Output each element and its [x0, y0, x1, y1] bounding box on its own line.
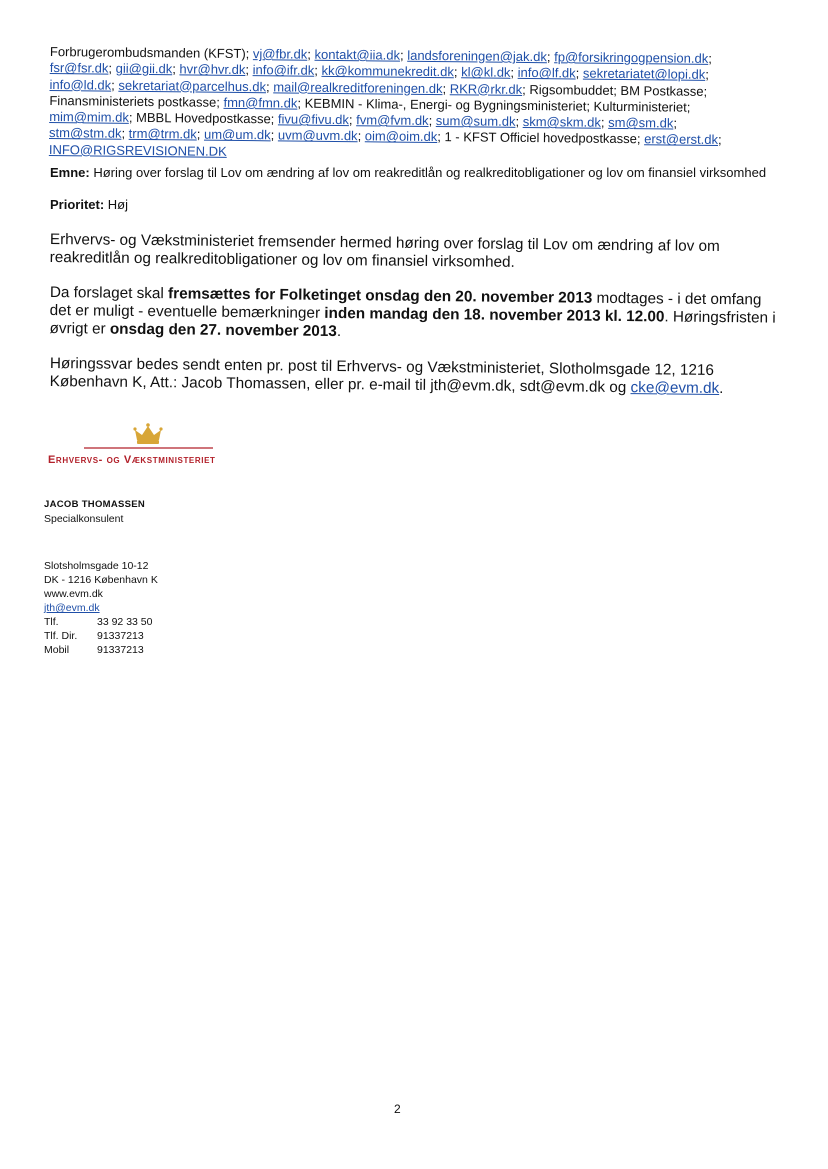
recipient-email-link[interactable]: info@lf.dk [517, 65, 576, 81]
subject-text: Høring over forslag til Lov om ændring af lov om reakreditlån og realkreditobligationer og lov om finansiel virksomhed [89, 165, 767, 180]
recipient-email-link[interactable]: INFO@RIGSREVISIONEN.DK [48, 141, 227, 159]
signature-name: JACOB THOMASSEN [44, 499, 146, 510]
body-paragraph-1: Erhvervs- og Vækstministeriet fremsender hermed høring over forslag til Lov om ændring af lov om reakreditlån og realkreditobligationer og lov om finansiel virksomhed. [49, 231, 720, 271]
recipient-email-link[interactable]: kl@kl.dk [461, 64, 511, 81]
recipient-text: Finansministeriets postkasse; [49, 92, 224, 110]
body-emphasis: inden mandag den 18. november 2013 kl. 12.00 [324, 304, 665, 326]
phone-label: Mobil [44, 644, 70, 656]
phone-row-2 [44, 629, 158, 643]
priority-line [50, 197, 770, 212]
body-paragraph-3-text: Høringssvar bedes sendt enten pr. post til Erhvervs- og Vækstministeriet, Slotholmsgade 12, 1216 København K, Att.: Jacob Thomassen, eller pr. e-mail til jth@evm.dk, sdt@evm.dk og [49, 355, 715, 397]
recipient-email-link[interactable]: mim@mim.dk [49, 109, 129, 126]
recipient-text: ; [575, 65, 584, 81]
recipient-email-link[interactable]: fivu@fivu.dk [277, 111, 350, 128]
signature-address-1: Slotsholmsgade 10-12 [44, 560, 149, 572]
recipient-text: ; [245, 62, 253, 78]
phone-row-1 [44, 615, 158, 629]
body-emphasis: onsdag den 27. november 2013 [109, 320, 337, 341]
signature-email-link[interactable]: jth@evm.dk [44, 602, 100, 614]
signature-address-2: DK - 1216 København K [44, 574, 158, 586]
recipient-email-link[interactable]: RKR@rkr.dk [449, 80, 523, 97]
recipient-text: ; 1 - KFST Officiel hovedpostkasse; [437, 129, 645, 147]
recipient-text: ; [348, 112, 357, 128]
signature-contact [44, 559, 158, 657]
body-text: . [336, 323, 342, 341]
phone-value: 91337213 [97, 630, 144, 642]
recipient-email-link[interactable]: uvm@uvm.dk [277, 127, 358, 144]
recipient-email-link[interactable]: stm@stm.dk [48, 125, 122, 142]
phone-label: Tlf. Dir. [44, 630, 78, 642]
recipient-text: ; [600, 114, 609, 131]
recipient-text: ; [705, 67, 709, 83]
recipient-text: ; [196, 127, 205, 143]
recipient-text: ; [453, 64, 462, 80]
recipient-text: ; [442, 80, 450, 96]
recipient-text: ; [717, 132, 722, 148]
recipient-text: ; [510, 65, 518, 81]
recipient-email-link[interactable]: fvm@fvm.dk [356, 112, 429, 129]
body-text: modtages - i det omfang det er muligt - eventuelle bemærkninger [49, 289, 762, 322]
recipient-text: ; [111, 77, 119, 93]
recipient-email-link[interactable]: sekretariatet@lopi.dk [582, 65, 706, 83]
ministry-logo-text: Erhvervs- og Vækstministeriet [48, 454, 216, 466]
recipient-email-link[interactable]: skm@skm.dk [522, 114, 602, 130]
recipient-email-link[interactable]: vj@fbr.dk [252, 46, 308, 62]
recipient-text: ; [708, 50, 712, 66]
recipient-text: ; [357, 128, 365, 144]
recipient-text: ; [673, 115, 678, 131]
priority-text: Høj [104, 197, 129, 212]
recipient-email-link[interactable]: erst@erst.dk [644, 131, 719, 148]
recipient-email-link[interactable]: sm@sm.dk [608, 115, 674, 131]
recipient-text: ; KEBMIN - Klima-, Energi- og Bygningsministeriet; Kulturministeriet; [297, 95, 691, 115]
body-emphasis: fremsættes for Folketinget onsdag den 20. november 2013 [168, 285, 593, 307]
recipient-email-link[interactable]: fsr@fsr.dk [49, 60, 109, 76]
priority-label: Prioritet: [50, 197, 105, 212]
signature-web: www.evm.dk [44, 588, 103, 600]
phone-label: Tlf. [44, 616, 59, 628]
recipient-email-link[interactable]: um@um.dk [203, 127, 271, 143]
body-text: Da forslaget skal [49, 284, 169, 303]
recipient-email-link[interactable]: info@ld.dk [49, 76, 112, 93]
recipient-list [49, 44, 770, 166]
body-text: . Høringsfristen i øvrigt er [49, 308, 776, 338]
recipient-email-link[interactable]: hvr@hvr.dk [179, 61, 246, 78]
subject-label: Emne: [50, 165, 90, 180]
recipient-text: ; [172, 61, 180, 77]
recipient-email-link[interactable]: kontakt@iia.dk [314, 46, 401, 63]
subject-line [50, 165, 770, 180]
recipient-text: ; MBBL Hovedpostkasse; [128, 110, 279, 127]
phone-value: 91337213 [97, 644, 144, 656]
recipient-text: Forbrugerombudsmanden (KFST); [49, 44, 254, 62]
recipient-email-link[interactable]: kk@kommunekredit.dk [321, 63, 454, 80]
recipient-text: ; [546, 49, 555, 65]
recipient-text: ; [314, 63, 322, 79]
phone-value: 33 92 33 50 [97, 616, 153, 628]
recipient-email-link[interactable]: landsforeningen@jak.dk [407, 47, 548, 65]
signature-block [44, 498, 145, 526]
recipient-text: ; [428, 113, 436, 129]
recipient-email-link[interactable]: sum@sum.dk [435, 113, 516, 130]
recipient-email-link[interactable]: trm@trm.dk [128, 126, 197, 143]
signature-title: Specialkonsulent [44, 513, 124, 525]
recipient-text: ; [515, 114, 523, 130]
recipient-text: ; [399, 47, 408, 63]
recipient-text: ; [265, 78, 274, 94]
recipient-text: ; [121, 126, 129, 142]
recipient-email-link[interactable]: oim@oim.dk [364, 128, 438, 145]
recipient-text: ; [307, 46, 315, 62]
recipient-text: ; [108, 60, 116, 76]
recipient-text: ; [270, 127, 279, 143]
recipient-email-link[interactable]: fmn@fmn.dk [223, 94, 298, 111]
body-paragraph-3 [50, 355, 780, 399]
phone-row-3 [44, 643, 158, 657]
ministry-logo [48, 420, 258, 470]
body-paragraph-2 [49, 284, 780, 346]
page-number: 2 [394, 1102, 401, 1116]
email-link-cke[interactable]: cke@evm.dk [630, 379, 720, 398]
recipient-email-link[interactable]: info@ifr.dk [252, 62, 315, 79]
recipient-email-link[interactable]: mail@realkreditforeningen.dk [273, 78, 443, 96]
body-paragraph-3-end: . [719, 380, 724, 398]
crown-icon [48, 420, 258, 454]
recipient-email-link[interactable]: sekretariat@parcelhus.dk [118, 77, 267, 94]
recipient-text: ; Rigsombuddet; BM Postkasse; [522, 81, 708, 99]
recipient-email-link[interactable]: fp@forsikringogpension.dk [554, 49, 709, 66]
recipient-email-link[interactable]: gii@gii.dk [115, 60, 173, 77]
